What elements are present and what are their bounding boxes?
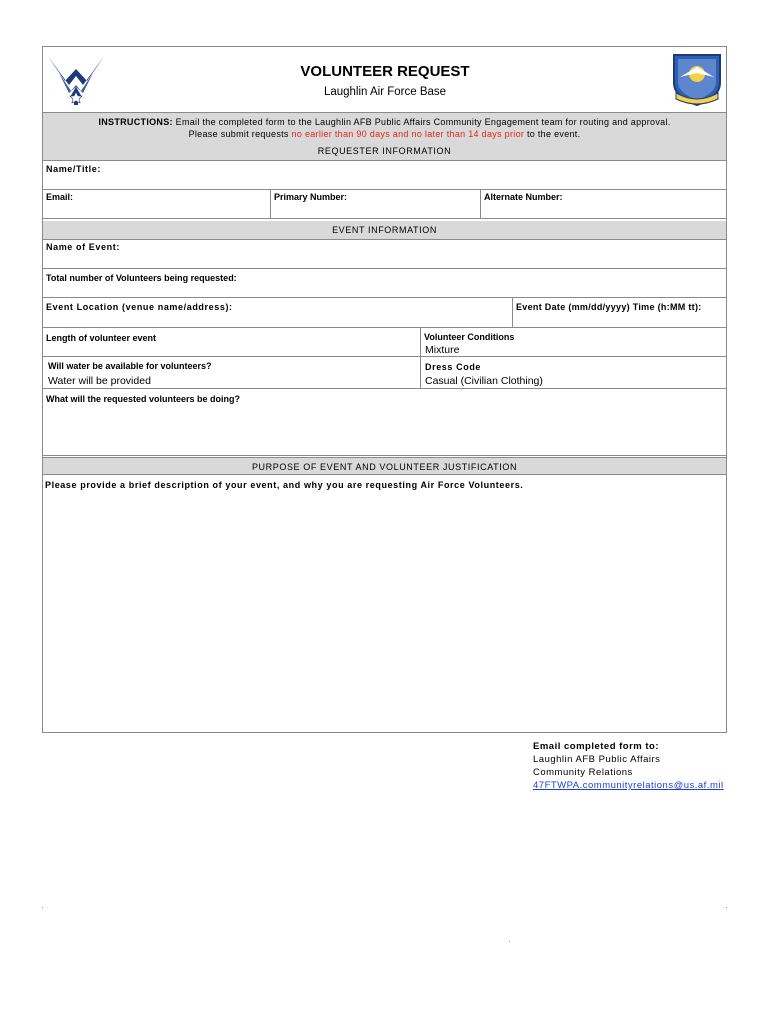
event-location-field[interactable] xyxy=(42,297,513,328)
instructions-box xyxy=(43,112,726,143)
volunteer-conditions-label: Volunteer Conditions xyxy=(424,332,515,342)
volunteer-conditions-field[interactable] xyxy=(420,327,727,357)
total-volunteers-field[interactable] xyxy=(42,268,727,298)
dress-code-field[interactable] xyxy=(420,356,727,389)
event-location-label: Event Location (venue name/address): xyxy=(46,302,233,312)
footer-email-link[interactable]: 47FTWPA.communityrelations@us.af.mil xyxy=(533,780,724,791)
email-field[interactable] xyxy=(42,189,271,219)
alternate-number-field[interactable] xyxy=(480,189,727,219)
instructions-text: Email the completed form to the Laughlin AFB Public Affairs Community Engagement team for routing and approval. xyxy=(175,117,671,127)
name-title-label: Name/Title: xyxy=(46,164,101,174)
alternate-number-label: Alternate Number: xyxy=(484,192,563,202)
volunteer-duties-label: What will the requested volunteers be doing? xyxy=(46,394,241,404)
event-name-field[interactable] xyxy=(42,239,727,269)
requester-section-header: REQUESTER INFORMATION xyxy=(43,143,726,160)
scan-dot xyxy=(509,941,510,942)
primary-number-field[interactable] xyxy=(270,189,481,219)
primary-number-label: Primary Number: xyxy=(274,192,348,202)
instructions-deadline: no earlier than 90 days and no later than 14 days prior xyxy=(291,129,525,139)
email-label: Email: xyxy=(46,192,74,202)
event-section-header: EVENT INFORMATION xyxy=(43,221,726,239)
water-availability-field[interactable] xyxy=(42,356,421,389)
dress-code-label: Dress Code xyxy=(425,362,482,372)
scan-dot xyxy=(726,907,727,908)
page-subtitle: Laughlin Air Force Base xyxy=(323,86,447,98)
footer-contact xyxy=(533,740,724,792)
instructions-label: INSTRUCTIONS: xyxy=(98,117,173,127)
volunteer-duties-field[interactable] xyxy=(42,388,727,456)
instructions-line-2 xyxy=(43,128,726,140)
event-date-label: Event Date (mm/dd/yyyy) Time (h:MM tt): xyxy=(516,302,702,312)
volunteer-conditions-value: Mixture xyxy=(425,344,460,356)
dress-code-value: Casual (Civilian Clothing) xyxy=(425,375,543,387)
page-title: VOLUNTEER REQUEST xyxy=(300,63,470,80)
name-title-field[interactable] xyxy=(42,160,727,190)
event-name-label: Name of Event: xyxy=(46,242,120,252)
scan-dot xyxy=(42,907,43,908)
instructions-line-1 xyxy=(43,116,726,128)
event-length-field[interactable] xyxy=(42,327,421,357)
footer-office: Laughlin AFB Public Affairs xyxy=(533,754,661,765)
instructions-text-pre: Please submit requests xyxy=(188,129,292,139)
event-length-label: Length of volunteer event xyxy=(46,333,157,343)
purpose-description-label: Please provide a brief description of your event, and why you are requesting Air Force Volunteers. xyxy=(45,480,524,490)
water-availability-value: Water will be provided xyxy=(48,375,151,387)
event-date-time-field[interactable] xyxy=(512,297,727,328)
purpose-section-header: PURPOSE OF EVENT AND VOLUNTEER JUSTIFICATION xyxy=(43,457,726,475)
instructions-text-post: to the event. xyxy=(524,129,581,139)
footer-department: Community Relations xyxy=(533,767,633,778)
water-availability-label: Will water be available for volunteers? xyxy=(48,361,212,371)
purpose-description-field[interactable] xyxy=(43,476,726,732)
footer-heading: Email completed form to: xyxy=(533,741,660,752)
total-volunteers-label: Total number of Volunteers being requested: xyxy=(46,273,237,283)
